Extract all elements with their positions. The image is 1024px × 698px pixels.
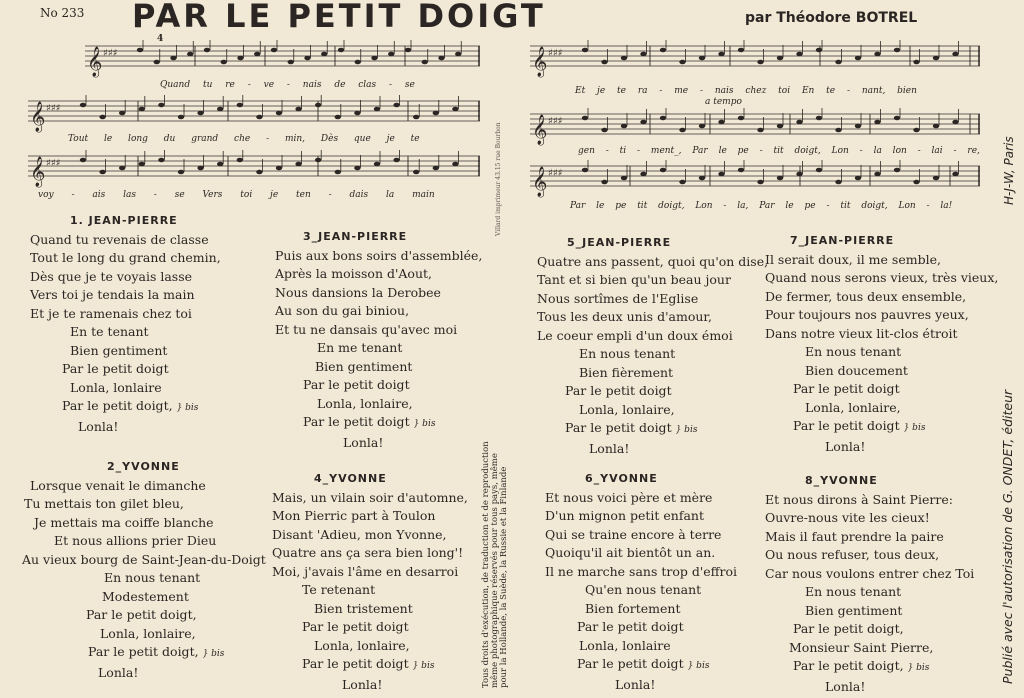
verse-line: Et tu ne dansais qu'avec moi xyxy=(275,321,458,337)
verse-heading: 6_YVONNE xyxy=(585,472,658,485)
verse-line: Au vieux bourg de Saint-Jean-du-Doigt xyxy=(22,551,266,567)
verse-line: Lonla! xyxy=(78,418,119,434)
music-staff-4 xyxy=(530,40,980,80)
verse-line: Par le petit doigt xyxy=(303,377,410,392)
copyright-notice xyxy=(482,441,509,688)
svg-text:𝄞: 𝄞 xyxy=(532,115,548,145)
verse-line: Après la moisson d'Aout, xyxy=(275,266,433,281)
verse-heading: 2_YVONNE xyxy=(107,460,180,473)
verse-line: Quand nous serons vieux, très vieux, xyxy=(765,270,999,285)
verse-line: Par le petit doigt, xyxy=(86,607,197,622)
verse-line: Qu'en nous tenant xyxy=(585,582,702,597)
verse-line: D'un mignon petit enfant xyxy=(545,508,705,523)
verse-line: Disant 'Adieu, mon Yvonne, xyxy=(272,526,447,542)
verse-line: Par le petit doigt } bis xyxy=(302,656,435,671)
bis-mark: } bis xyxy=(202,649,225,659)
verse-heading: 3_JEAN-PIERRE xyxy=(303,230,408,243)
verse-line: Par le petit doigt xyxy=(793,381,900,396)
music-staff-2 xyxy=(28,95,480,135)
verse-line: Quand tu revenais de classe xyxy=(30,231,209,247)
verse-line: Car nous voulons entrer chez Toi xyxy=(765,565,975,581)
verse-line: Bien fièrement xyxy=(579,364,674,380)
verse-line: Et nous dirons à Saint Pierre: xyxy=(765,491,953,507)
verse-line: Lonla, lonlaire, xyxy=(317,395,413,411)
svg-text:♯♯♯: ♯♯♯ xyxy=(548,116,563,127)
verse-line: Vers toi je tendais la main xyxy=(30,287,195,302)
bis-mark: } bis xyxy=(907,663,930,673)
verse-4 xyxy=(272,470,468,694)
bis-mark: } bis xyxy=(413,419,436,429)
lyric-line-3: voy - ais las - se Vers toi je ten - dais la main xyxy=(38,190,435,200)
verse-line: Ouvre-nous vite les cieux! xyxy=(765,510,930,525)
svg-text:♯♯♯: ♯♯♯ xyxy=(548,48,563,59)
music-staff-3 xyxy=(28,150,480,190)
song-author: par Théodore BOTREL xyxy=(745,10,918,26)
svg-text:♯♯♯: ♯♯♯ xyxy=(46,158,61,169)
verse-line: Quatre ans ça sera bien long'! xyxy=(272,545,464,560)
verse-line: Bien gentiment xyxy=(805,602,903,618)
verse-line: Monsieur Saint Pierre, xyxy=(789,639,934,655)
svg-text:𝄞: 𝄞 xyxy=(532,47,548,77)
svg-text:𝄞: 𝄞 xyxy=(30,157,46,187)
bis-mark: } bis xyxy=(687,661,710,671)
verse-7 xyxy=(765,232,998,456)
verse-line: Mon Pierric part à Toulon xyxy=(272,508,436,523)
svg-text:𝄞: 𝄞 xyxy=(30,102,46,132)
verse-line: En nous tenant xyxy=(104,570,201,585)
bis-mark: } bis xyxy=(412,661,435,671)
verse-line: Lonla! xyxy=(343,434,384,450)
verse-line: Lonla, lonlaire xyxy=(70,379,162,395)
verse-line: Te retenant xyxy=(302,582,376,597)
verse-5 xyxy=(537,234,768,458)
verse-line: Lorsque venait le dimanche xyxy=(30,477,206,493)
verse-line: Bien fortement xyxy=(585,600,681,616)
verse-line: Dans notre vieux lit-clos étroit xyxy=(765,325,958,341)
verse-line: Mais, un vilain soir d'automne, xyxy=(272,489,468,505)
verse-line: Lonla! xyxy=(615,676,656,692)
verse-line: Au son du gai biniou, xyxy=(275,303,410,318)
verse-line: Lonla! xyxy=(825,678,866,694)
verse-line: Lonla! xyxy=(825,438,866,454)
verse-heading: 8_YVONNE xyxy=(805,474,878,487)
lyric-line-6: Par le pe tit doigt, Lon - la, Par le pe - tit doigt, Lon - la! xyxy=(570,201,953,211)
verse-line: Et je te ramenais chez toi xyxy=(30,305,192,321)
bar-number: 4 xyxy=(157,34,164,44)
copyright-line: Tous droits d'exécution, de traduction et de reproduction xyxy=(481,441,491,688)
verse-line: Par le petit doigt } bis xyxy=(565,420,698,435)
verse-line: Nous dansions la Derobee xyxy=(275,284,441,300)
verse-heading: 4_YVONNE xyxy=(314,472,387,485)
music-staff-6 xyxy=(530,160,980,200)
verse-line: Je mettais ma coiffe blanche xyxy=(34,514,214,530)
verse-line: Lonla! xyxy=(342,676,383,692)
verse-8 xyxy=(765,472,974,696)
verse-line: Tu mettais ton gilet bleu, xyxy=(24,496,184,511)
verse-line: Par le petit doigt, } bis xyxy=(88,644,225,659)
lyric-line-1: Quand tu re - ve - nais de clas - se xyxy=(160,80,415,90)
verse-line: En te tenant xyxy=(70,324,149,339)
verse-line: Il serait doux, il me semble, xyxy=(765,251,941,267)
verse-line: Lonla, lonlaire, xyxy=(805,399,901,415)
verse-line: Qui se traine encore à terre xyxy=(545,526,722,542)
verse-line: Par le petit doigt, xyxy=(793,621,904,636)
verse-line: Bien gentiment xyxy=(70,342,168,358)
verse-1 xyxy=(30,212,221,436)
printer-imprint: Villard imprimeur 43.15 rue Bourbon xyxy=(495,122,502,236)
verse-line: Lonla, lonlaire, xyxy=(314,637,410,653)
publisher-top: H-J-W, Paris xyxy=(1002,136,1016,205)
verse-line: Par le petit doigt } bis xyxy=(793,418,926,433)
verse-line: Par le petit doigt xyxy=(565,383,672,398)
verse-line: Par le petit doigt, } bis xyxy=(62,398,199,413)
verse-line: Quatre ans passent, quoi qu'on dise, xyxy=(537,253,769,269)
copyright-line: même photographique réservés pour tous pays, même xyxy=(490,453,500,688)
verse-line: En nous tenant xyxy=(805,344,902,359)
bis-mark: } bis xyxy=(176,403,199,413)
verse-line: Et nous voici père et mère xyxy=(545,489,713,505)
verse-line: Par le petit doigt xyxy=(62,361,169,376)
verse-line: En nous tenant xyxy=(579,346,676,361)
verse-line: Tout le long du grand chemin, xyxy=(30,250,221,265)
verse-line: Modestement xyxy=(102,588,189,604)
verse-line: Lonla! xyxy=(98,664,139,680)
verse-2 xyxy=(22,458,266,682)
verse-line: Bien gentiment xyxy=(315,358,413,374)
verse-6 xyxy=(545,470,737,694)
verse-heading: 1. JEAN-PIERRE xyxy=(70,214,178,227)
copyright-line: pour la Hollande, la Suède, la Russie et la Finlande xyxy=(499,466,509,688)
svg-text:♯♯♯: ♯♯♯ xyxy=(46,103,61,114)
verse-line: Lonla, lonlaire, xyxy=(100,625,196,641)
song-title: PAR LE PETIT DOIGT xyxy=(132,0,546,35)
verse-line: Bien tristement xyxy=(314,600,413,616)
lyric-line-5: gen - ti - ment_, Par le pe - tit doigt, Lon - la lon - lai - re, xyxy=(578,146,980,156)
verse-line: Il ne marche sans trop d'effroi xyxy=(545,563,738,579)
bis-mark: } bis xyxy=(675,425,698,435)
verse-line: Par le petit doigt xyxy=(302,619,409,634)
verse-line: Tant et si bien qu'un beau jour xyxy=(537,272,731,287)
verse-line: Et nous allions prier Dieu xyxy=(54,533,217,548)
verse-line: Par le petit doigt, } bis xyxy=(793,658,930,673)
svg-text:𝄞: 𝄞 xyxy=(532,167,548,197)
verse-line: Par le petit doigt xyxy=(577,619,684,634)
verse-line: Par le petit doigt } bis xyxy=(303,414,436,429)
verse-line: Lonla! xyxy=(589,440,630,456)
verse-line: De fermer, tous deux ensemble, xyxy=(765,288,967,304)
verse-line: Dès que je te voyais lasse xyxy=(30,268,193,284)
card-number: No 233 xyxy=(40,6,85,20)
verse-heading: 7_JEAN-PIERRE xyxy=(790,234,895,247)
verse-line: Bien doucement xyxy=(805,362,908,378)
music-staff-1 xyxy=(85,40,480,80)
verse-line: Quoiqu'il ait bientôt un an. xyxy=(545,545,716,560)
verse-line: En me tenant xyxy=(317,340,403,355)
verse-line: Pour toujours nos pauvres yeux, xyxy=(765,307,969,322)
verse-line: Moi, j'avais l'âme en desarroi xyxy=(272,563,459,579)
verse-line: Lonla, lonlaire, xyxy=(579,401,675,417)
verse-line: Puis aux bons soirs d'assemblée, xyxy=(275,247,483,263)
svg-text:𝄞: 𝄞 xyxy=(87,47,103,77)
verse-line: En nous tenant xyxy=(805,584,902,599)
verse-line: Ou nous refuser, tous deux, xyxy=(765,547,940,562)
lyric-line-2: Tout le long du grand che - min, Dès que je te xyxy=(68,134,420,144)
verse-line: Le coeur empli d'un doux émoi xyxy=(537,327,733,343)
verse-line: Par le petit doigt } bis xyxy=(577,656,710,671)
svg-text:♯♯♯: ♯♯♯ xyxy=(103,48,118,59)
svg-text:♯♯♯: ♯♯♯ xyxy=(548,168,563,179)
verse-heading: 5_JEAN-PIERRE xyxy=(567,236,672,249)
lyric-line-4: Et je te ra - me - nais chez toi En te - nant, bien xyxy=(575,86,917,96)
verse-line: Mais il faut prendre la paire xyxy=(765,528,944,544)
verse-line: Tous les deux unis d'amour, xyxy=(537,309,712,324)
music-staff-5 xyxy=(530,108,980,148)
verse-line: Lonla, lonlaire xyxy=(579,637,671,653)
verse-line: Nous sortîmes de l'Eglise xyxy=(537,290,699,306)
tempo-marking: a tempo xyxy=(705,97,742,107)
bis-mark: } bis xyxy=(903,423,926,433)
publisher-credit: Publié avec l'autorisation de G. ONDET, éditeur xyxy=(1000,389,1015,684)
verse-3 xyxy=(275,228,482,452)
